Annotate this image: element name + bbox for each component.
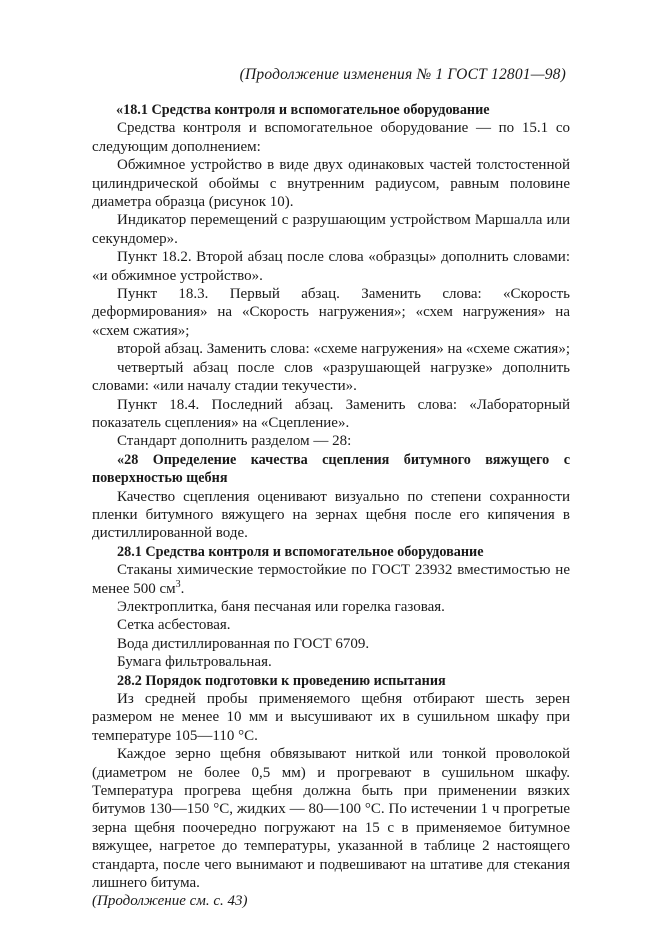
paragraph: четвертый абзац после слов «разрушающей нагрузке» дополнить словами: «или началу стадии текучести».: [92, 359, 570, 395]
paragraph: Из средней пробы применяемого щебня отбирают шесть зерен размером не менее 10 мм и высушивают их в сушильном шкафу при температуре 105—110 °С.: [92, 691, 570, 744]
section-heading-28: «28 Определение качества сцепления битумного вяжущего с поверхностью щебня: [92, 451, 570, 487]
section-heading-28-2: 28.2 Порядок подготовки к проведению испытания: [117, 672, 446, 689]
paragraph-text-end: .: [180, 580, 185, 597]
paragraph: [92, 561, 570, 598]
paragraph: Электроплитка, баня песчаная или горелка газовая.: [117, 598, 445, 615]
paragraph: Индикатор перемещений с разрушающим устройством Маршалла или секундомер».: [92, 212, 570, 247]
paragraph: Вода дистиллированная по ГОСТ 6709.: [117, 635, 370, 652]
paragraph: Каждое зерно щебня обвязывают ниткой или тонкой проволокой (диаметром не более 0,5 мм) и прогревают в сушильном шкафу. Температура прогрева щебня должна быть при применении вязких битумов 130—150 °С, жидких — 80—100 °С. По истечении 1 ч прогретые зерна щебня поочередно погружают на 15 с в применяемое битумное вяжущее, нагретое до температуры, указанной в таблице 2 настоящего стандарта, после чего вынимают и подвешивают на штативе для стекания лишнего битума.: [92, 746, 570, 892]
paragraph: Средства контроля и вспомогательное оборудование — по 15.1 со следующим дополнением:: [92, 120, 570, 155]
paragraph-text: Стаканы химические термостойкие по ГОСТ 23932 вместимостью не менее 500 см: [92, 562, 570, 597]
paragraph: Пункт 18.3. Первый абзац. Заменить слова: «Скорость деформирования» на «Скорость нагружения»; «схем нагружения» на «схем сжатия»;: [92, 286, 570, 339]
paragraph: Стандарт дополнить разделом — 28:: [117, 433, 352, 450]
paragraph: второй абзац. Заменить слова: «схеме нагружения» на «схеме сжатия»;: [117, 341, 571, 358]
running-footer: (Продолжение см. с. 43): [92, 893, 248, 910]
paragraph: Сетка асбестовая.: [117, 617, 231, 634]
paragraph: Качество сцепления оценивают визуально по степени сохранности пленки битумного вяжущего на зернах щебня после его кипячения в дистиллированной воде.: [92, 488, 570, 542]
running-header: (Продолжение изменения № 1 ГОСТ 12801—98): [239, 66, 566, 83]
page-body: [92, 101, 570, 911]
section-heading-28-1: 28.1 Средства контроля и вспомогательное оборудование: [117, 543, 484, 560]
paragraph: Бумага фильтровальная.: [117, 654, 272, 671]
paragraph: Обжимное устройство в виде двух одинаковых частей толстостенной цилиндрической обоймы с внутренним радиусом, равным половине диаметра образца (рисунок 10).: [92, 157, 570, 211]
paragraph: Пункт 18.4. Последний абзац. Заменить слова: «Лабораторный показатель сцепления» на «Сцепление».: [92, 396, 570, 431]
superscript: 3: [175, 578, 181, 590]
paragraph: Пункт 18.2. Второй абзац после слова «образцы» дополнить словами: «и обжимное устройство».: [92, 249, 570, 284]
section-heading-18-1: «18.1 Средства контроля и вспомогательное оборудование: [116, 102, 490, 118]
